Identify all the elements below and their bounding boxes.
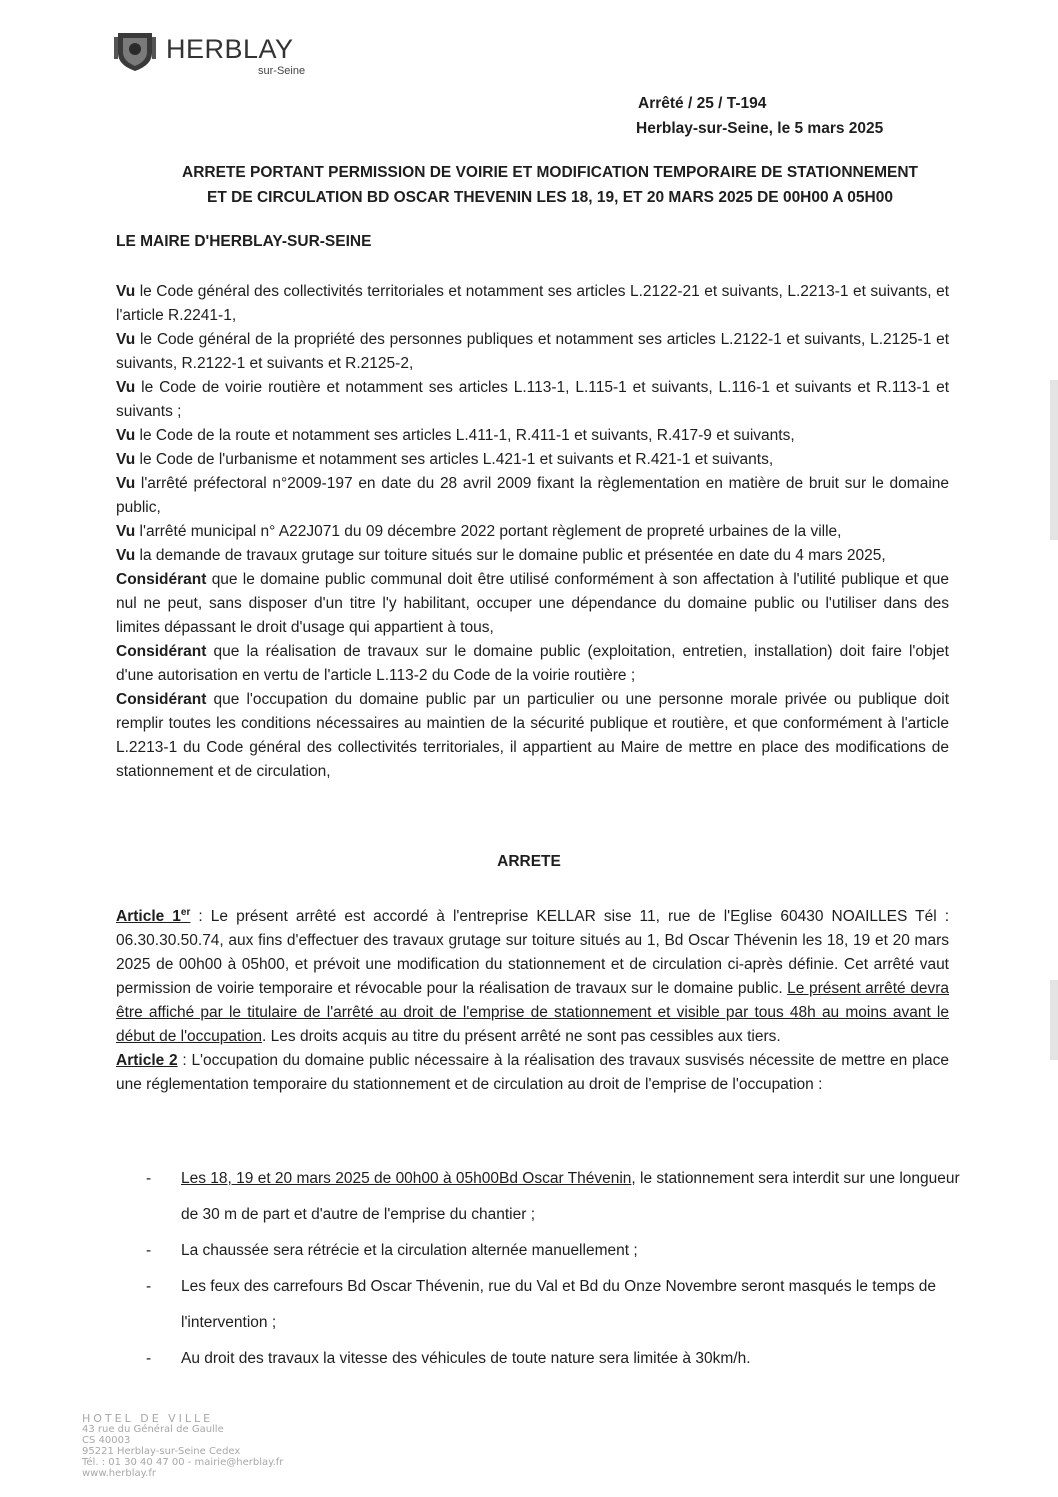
visa-paragraph [116,544,949,568]
visa-text: le Code de la route et notamment ses articles L.411-1, R.411-1 et suivants, R.417-9 et suivants, [135,427,795,444]
logo-subtitle: sur-Seine [258,65,306,77]
considerant-paragraph [116,688,949,784]
document-title [110,160,990,210]
title-line-2: ET DE CIRCULATION BD OSCAR THEVENIN LES 18, 19, ET 20 MARS 2025 DE 00H00 A 05H00 [207,189,893,206]
considerant-paragraph [116,568,949,640]
footer-hotel-de-ville: HOTEL DE VILLE [82,1412,214,1425]
bullet-dash: - [146,1350,152,1367]
visas-section [116,280,949,784]
visa-text: l'arrêté municipal n° A22J071 du 09 décembre 2022 portant règlement de propreté urbaines de la ville, [135,523,842,540]
visa-text: le Code général des collectivités territoriales et notamment ses articles L.2122-21 et suivants, L.2213-1 et suivants, et l'article R.2241-1, [116,283,949,324]
list-item [146,1233,961,1269]
visa-text: l'arrêté préfectoral n°2009-197 en date du 28 avril 2009 fixant la règlementation en matière de bruit sur le domaine public, [116,475,949,516]
arrete-heading: ARRETE [497,853,561,870]
visa-text: le Code de voirie routière et notamment ses articles L.113-1, L.115-1 et suivants, L.116-1 et suivants et R.113-1 et suivants ; [116,379,949,420]
visa-lead: Vu [116,283,136,300]
footer-city: 95221 Herblay-sur-Seine Cedex [82,1446,241,1457]
visa-paragraph [116,280,949,328]
list-item-text: Au droit des travaux la vitesse des véhicules de toute nature sera limitée à 30km/h. [181,1350,751,1367]
decree-number: Arrêté / 25 / T-194 [638,95,767,112]
visa-paragraph [116,376,949,424]
visa-paragraph [116,424,949,448]
article-1-text-b: . Les droits acquis au titre du présent arrêté ne sont pas cessibles aux tiers. [262,1028,781,1046]
article-1 [116,901,949,1049]
considerant-paragraph [116,640,949,688]
article-1-label [116,908,190,925]
visa-lead: Vu [116,427,136,444]
visa-paragraph [116,328,949,376]
article-1-posting-requirement: Le présent arrêté devra être affiché par le titulaire de l'arrêté au droit de l'emprise de stationnement et visible par tous 48h au moins avant le début de l'occupation [116,980,949,1046]
list-item-text: Les feux des carrefours Bd Oscar Thévenin, rue du Val et Bd du Onze Novembre seront masqués le temps de l'intervention ; [181,1278,937,1331]
bullet-dash: - [146,1242,152,1259]
considerant-text: que l'occupation du domaine public par un particulier ou une personne morale privée ou publique doit remplir toutes les conditions nécessaires au maintien de la sécurité publique et routière, et que conformément à l'article L.2213-1 du Code général des collectivités territoriales, il appartient au Maire de mettre en place des modifications de stationnement et de circulation, [116,691,949,780]
articles-section [116,901,949,1097]
bullet-dash: - [146,1170,152,1187]
visa-lead: Vu [116,331,136,348]
scan-edge-mark [1050,980,1058,1060]
reference-block [636,91,883,141]
title-line-1: ARRETE PORTANT PERMISSION DE VOIRIE ET MODIFICATION TEMPORAIRE DE STATIONNEMENT [182,164,918,181]
considerant-lead: Considérant [116,571,207,588]
mayor-heading: LE MAIRE D'HERBLAY-SUR-SEINE [116,233,372,250]
visa-text: le Code général de la propriété des personnes publiques et notamment ses articles L.2122-1 et suivants, L.2125-1 et suivants, R.2122-1 et suivants et R.2125-2, [116,331,949,372]
list-item [146,1161,961,1233]
visa-lead: Vu [116,475,136,492]
article-2-label: Article 2 [116,1052,178,1070]
logo-name: HERBLAY [166,34,294,64]
bullet-dash: - [146,1278,152,1295]
visa-paragraph [116,448,949,472]
measures-list [146,1161,961,1377]
visa-paragraph [116,520,949,544]
visa-lead: Vu [116,451,136,468]
list-item-text: La chaussée sera rétrécie et la circulation alternée manuellement ; [181,1242,638,1259]
visa-paragraph [116,472,949,520]
article-1-text-a: : Le présent arrêté est accordé à l'entreprise KELLAR sise 11, rue de l'Eglise 60430 NOAILLES Tél : 06.30.30.50.74, aux fins d'effectuer des travaux grutage sur toiture situés au 1, Bd Oscar Thévenin les 18, 19 et 20 mars 2025 de 00h00 à 05h00, et prévoit une modification du stationnement et de circulation ci-après définie. Cet arrêté vaut permission de voirie temporaire et révocable pour la réalisation de travaux sur le domaine public. [116,908,949,998]
list-item-text: , le stationnement sera interdit sur une longueur de 30 m de part et d'autre de l'emprise du chantier ; [181,1170,960,1223]
footer-website: www.herblay.fr [82,1468,156,1479]
article-1-label-sup: er [180,907,191,918]
article-1-label-text: Article 1 [116,908,181,926]
considerant-lead: Considérant [116,643,207,660]
article-2-text: : L'occupation du domaine public nécessaire à la réalisation des travaux susvisés nécessite de mettre en place une réglementation temporaire du stationnement et de circulation au droit de l'emprise de l'occupation : [116,1052,949,1094]
scan-edge-mark [1050,380,1058,540]
city-crest-icon [112,27,158,73]
visa-lead: Vu [116,379,136,396]
visa-text: la demande de travaux grutage sur toiture situés sur le domaine public et présentée en date du 4 mars 2025, [135,547,886,564]
list-item-underlined: Les 18, 19 et 20 mars 2025 de 00h00 à 05h00Bd Oscar Thévenin [181,1170,632,1187]
article-2 [116,1049,949,1097]
visa-lead: Vu [116,523,136,540]
considerant-text: que le domaine public communal doit être utilisé conformément à son affectation à l'utilité publique et que nul ne peut, sans disposer d'un titre l'y habilitant, occuper une dépendance du domaine public ou l'utiliser dans des limites dépassant le droit d'usage qui appartient à tous, [116,571,949,636]
considerant-lead: Considérant [116,691,207,708]
list-item [146,1341,961,1377]
footer-cs: CS 40003 [82,1435,131,1446]
herblay-logo [112,27,332,79]
list-item [146,1269,961,1341]
footer-contact: Tél. : 01 30 40 47 00 - mairie@herblay.fr [82,1457,284,1468]
visa-lead: Vu [116,547,136,564]
considerant-text: que la réalisation de travaux sur le domaine public (exploitation, entretien, installation) doit faire l'objet d'une autorisation en vertu de l'article L.113-2 du Code de la voirie routière ; [116,643,949,684]
visa-text: le Code de l'urbanisme et notamment ses articles L.421-1 et suivants et R.421-1 et suivants, [135,451,774,468]
footer-street: 43 rue du Général de Gaulle [82,1424,224,1435]
footer-address [82,1413,283,1479]
place-and-date: Herblay-sur-Seine, le 5 mars 2025 [636,120,884,137]
